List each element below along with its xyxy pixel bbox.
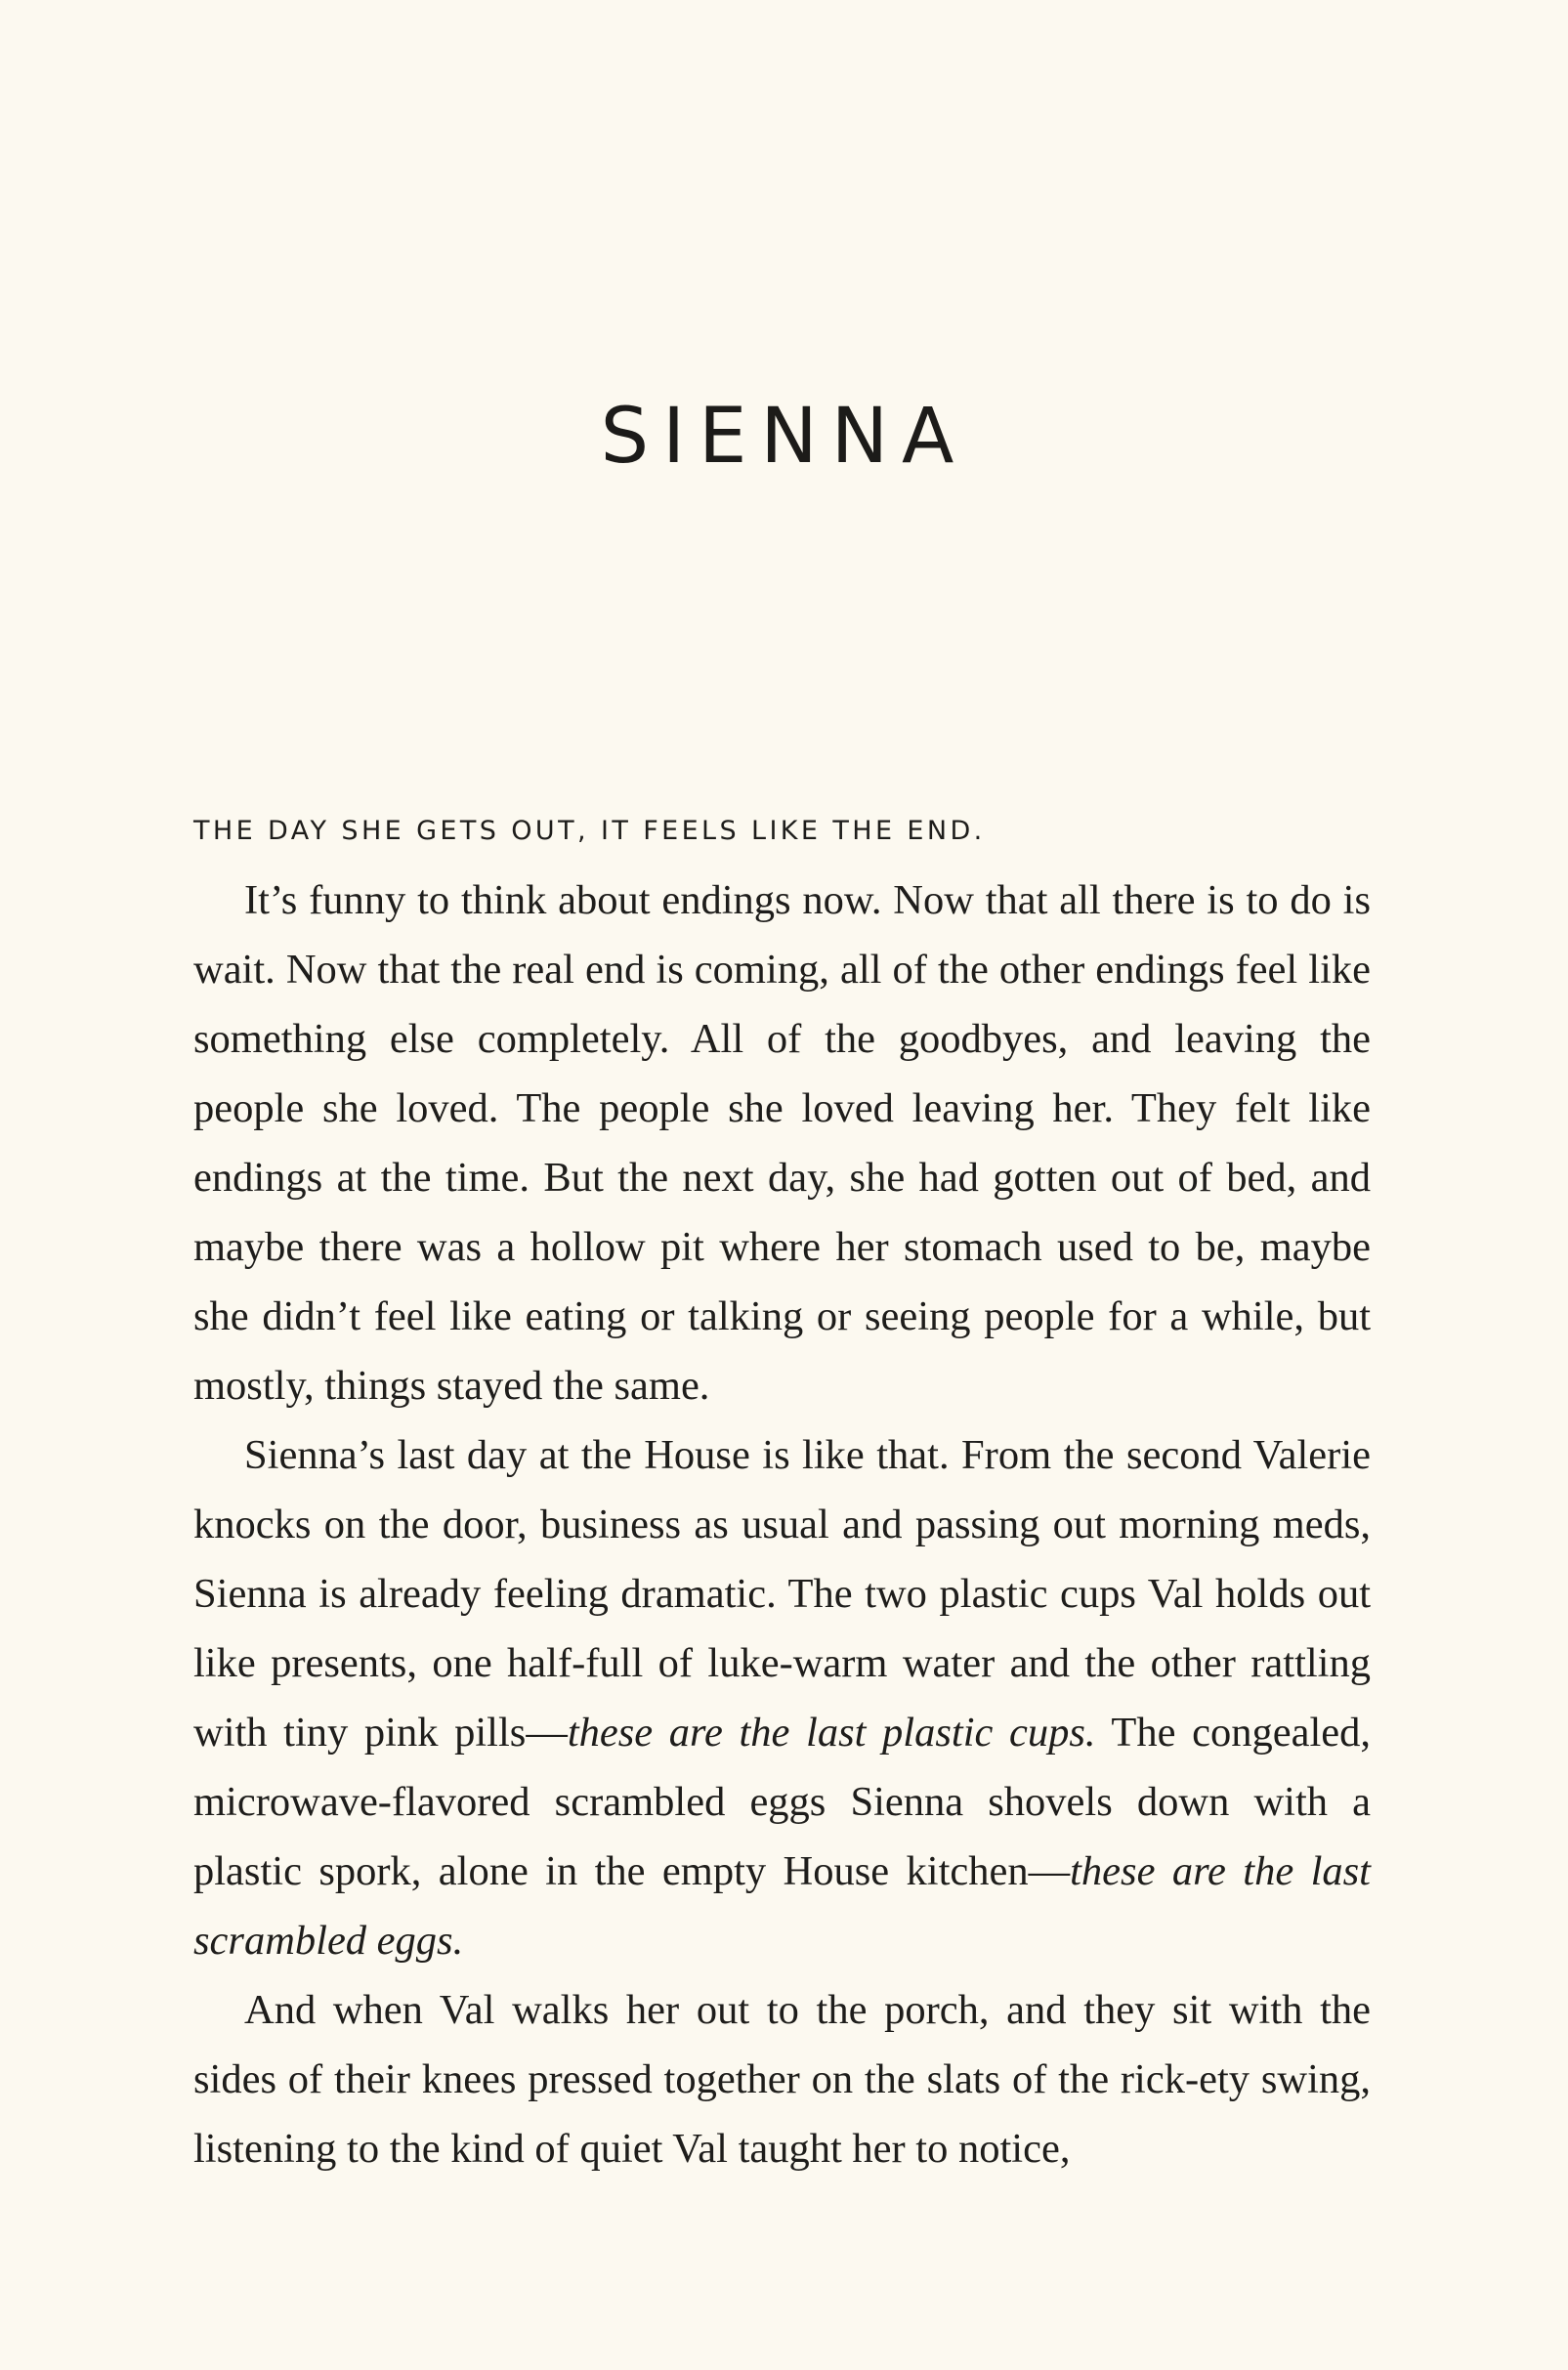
paragraph-2-part-2: The congealed, microwave-flavored scrambled eggs Sienna shovels down with a plastic spork, alone in the empty House kitchen— [193, 1710, 1371, 1894]
chapter-title: SIENNA [600, 393, 968, 481]
paragraph-2 [193, 1420, 1371, 1975]
paragraph-2-italic-2: these are the last scrambled eggs. [193, 1848, 1371, 1964]
opening-line: THE DAY SHE GETS OUT, IT FEELS LIKE THE END. [193, 816, 986, 846]
chapter-body [193, 796, 1371, 2183]
paragraph-1: It’s funny to think about endings now. Now that all there is to do is wait. Now that the real end is coming, all of the other endings feel like something else completely. All of the goodbyes, and leaving the people she loved. The people she loved leaving her. They felt like endings at the time. But the next day, she had gotten out of bed, and maybe there was a hollow pit where her stomach used to be, maybe she didn’t feel like eating or talking or seeing people for a while, but mostly, things stayed the same. [193, 877, 1371, 1409]
paragraph-3: And when Val walks her out to the porch, and they sit with the sides of their knees pressed together on the slats of the rick-ety swing, listening to the kind of quiet Val taught her to notice, [193, 1987, 1371, 2172]
paragraph-2-italic-1: these are the last plastic cups. [567, 1710, 1096, 1756]
paragraph-2-part-1: Sienna’s last day at the House is like that. From the second Valerie knocks on the door, business as usual and passing out morning meds, Sienna is already feeling dramatic. The two plastic cups Val holds out like presents, one half-full of luke-warm water and the other rattling with tiny pink pills— [193, 1432, 1371, 1756]
